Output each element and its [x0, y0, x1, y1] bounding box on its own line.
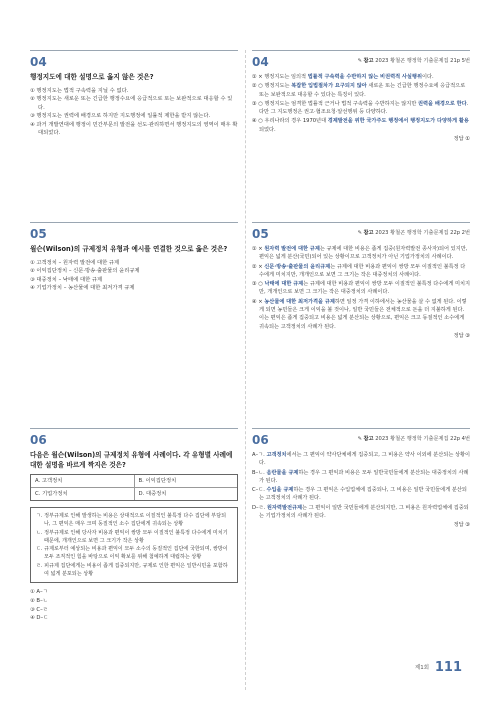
reference-note [358, 57, 470, 64]
pencil-icon: ✎ [357, 58, 362, 64]
choice-item[interactable]: ③ 행정지도는 권력에 배경으로 하지만 지도행정에 일률적 제한을 받지 않는다. [30, 113, 211, 120]
case-item: ㄷ. 규제로부터 예상되는 비용과 편익이 모두 소수의 동질적인 집단에 국한되며, 쌍방이 모두 조직적인 힘을 바탕으로 이익 확보를 위해 첨예하게 대립하는 상황 [36, 546, 228, 561]
table-row [31, 488, 237, 500]
explanation-item: D–ㄹ. 원자력발전규제는 그 편익이 일반 국민들에게 분산되지만, 그 비용은 원자력업체에 집중되는 기업가정치의 사례가 된다. [252, 504, 469, 520]
explanation-item: ① × 원자력 발전에 대한 규제는 규제에 대한 비용은 좁게 집중(원자력발전 종사자)되어 있지만, 편익은 넓게 분산(국민)되어 있는 상황이므로 고객정치가 아닌 기업가정치의 사례이다. [252, 246, 468, 261]
choice-item[interactable]: ③ 대중정치 – 낙태에 대한 규제 [30, 276, 103, 283]
divider [252, 428, 470, 429]
answer-06 [252, 433, 470, 528]
column-separator [245, 50, 246, 690]
reference-tag: 참고 [363, 436, 374, 442]
divider [30, 428, 238, 429]
choice-item[interactable]: ④ 과거 개발연대에 행정이 민간부문의 발전을 선도·관리하면서 행정지도의 영역이 매우 확대되었다. [30, 121, 238, 137]
question-06 [30, 433, 238, 623]
explanation-item: ③ ○ 낙태에 대한 규제는 규제에 대한 비용과 편익이 쌍방 모두 이질적인 불특정 다수에게 미치지만, 개개인으로 보면 그 크기는 작은 대중정치의 사례이다. [252, 281, 471, 296]
answer-number: 06 [252, 433, 269, 447]
divider [252, 50, 470, 51]
table-cell: C. 기업가정치 [31, 488, 135, 500]
choice-list [30, 259, 238, 293]
divider [30, 222, 238, 223]
case-item: ㄴ. 정부규제로 인해 당사자 비용과 편익이 쌍방 모두 이질적인 불특정 다수에게 미치기 때문에, 개개인으로 보면 그 크기가 작은 상황 [36, 529, 228, 544]
explanation-item: B–ㄴ. 음란물을 규제하는 경우 그 편익과 비용은 모두 일반국민들에게 분산되는 대중정치의 사례가 된다. [252, 469, 469, 484]
choice-item[interactable]: ① 행정지도는 법적 구속력을 지닐 수 없다. [30, 87, 129, 94]
table-cell: A. 고객정치 [31, 475, 135, 487]
question-text: 윌슨(Wilson)의 규제정치 유형과 예시를 연결한 것으로 옳은 것은? [30, 245, 228, 253]
reference-text: 2023 황철곤 행정학 기출문제집 21p 5번 [375, 58, 470, 64]
explanation-item: ④ × 농산물에 대한 최저가격을 규제하면 일정 가격 이하에서는 농산물을 살 수 없게 된다. 이렇게 되면 농민들은 크게 이익을 볼 것이나, 일반 국민들은 전체적으로 돈을 더 지불하게 된다. 이는 편익은 좁게 집중되고 비용은 넓게 분산되는 상황으로, 편익은 크고 동질적인 소수에게 귀속되는 고객정치의 사례가 된다. [252, 298, 467, 330]
case-item: ㄹ. 피규제 집단에게는 비용이 좁게 집중되지만, 규제로 인한 편익은 일반시민을 포함하여 넓게 분포되는 상황 [36, 562, 228, 578]
choice-list [30, 87, 238, 139]
type-table [30, 474, 238, 501]
explanation-item: ④ ○ 우리나라의 경우 1970년대 경제발전을 위한 국가주도 행정에서 행정지도가 다양하게 활용되었다. [252, 118, 469, 133]
explanation-item: A–ㄱ. 고객정치에서는 그 편익이 약사단체에게 집중되고, 그 비용은 약사 이외에 분산되는 상황이다. [252, 452, 471, 467]
question-number: 05 [30, 227, 47, 241]
choice-item[interactable]: ② B–ㄴ [30, 597, 48, 604]
table-cell: B. 이익집단정치 [138, 478, 177, 484]
choice-item[interactable]: ② 이익집단정치 – 신문·방송·출판물의 윤리규제 [30, 268, 140, 275]
question-04 [30, 55, 238, 138]
divider [252, 222, 470, 223]
answer-key: 정답 ① [453, 136, 470, 143]
answer-04 [252, 55, 470, 142]
table-row [31, 475, 237, 488]
answer-number: 05 [252, 227, 269, 241]
explanation-list [252, 451, 470, 520]
explanation-list [252, 73, 470, 134]
answer-key: 정답 ③ [453, 522, 470, 529]
pencil-icon: ✎ [357, 436, 362, 442]
reference-note [358, 229, 470, 236]
divider [30, 50, 238, 51]
choice-item[interactable]: ② 행정지도는 새로운 또는 긴급한 행정수요에 응급적으로 또는 보완적으로 대응할 수 있다. [30, 96, 233, 111]
explanation-item: ① × 행정지도는 임의적 법률적 구속력을 수반하지 않는 비권력적 사실행위이다. [252, 74, 434, 80]
case-item: ㄱ. 정부규제로 인해 발생하는 비용은 상대적으로 이질적인 불특정 다수 집단에 부담되나, 그 편익은 매우 크며 동질적인 소수 집단에게 귀속되는 상황 [36, 513, 227, 528]
question-text: 행정지도에 대한 설명으로 옳지 않은 것은? [30, 73, 154, 81]
pencil-icon: ✎ [357, 230, 362, 236]
explanation-item: ② × 신문·방송·출판물의 윤리규제는 규제에 대한 비용과 편익이 쌍방 모두 이질적인 불특정 다수에게 미치지만, 개개인으로 보면 그 크기는 작은 대중정치의 사례이다. [252, 263, 466, 278]
explanation-item: C–ㄷ. 수입을 규제하는 경우 그 편익은 수입업체에 집중되나, 그 비용은 일반 국민들에게 분산되는 고객정치의 사례가 된다. [252, 487, 467, 502]
choice-item[interactable]: ④ D–ㄷ [30, 615, 49, 622]
answer-number: 04 [252, 55, 269, 69]
answer-key: 정답 ③ [453, 332, 470, 339]
question-number: 04 [30, 55, 47, 69]
explanation-item: ② ○ 행정지도는 복잡한 입법절차가 요구되지 않아 새로운 또는 긴급한 행정수요에 응급적으로 또는 보완적으로 대응할 수 있다는 특징이 있다. [252, 83, 466, 98]
reference-tag: 참고 [363, 58, 374, 64]
table-cell: D. 대중정치 [138, 491, 167, 497]
reference-text: 2023 황철곤 행정학 기출문제집 22p 4번 [375, 436, 470, 442]
choice-item[interactable]: ③ C–ㄹ [30, 606, 48, 613]
answer-05 [252, 227, 470, 339]
explanation-list [252, 245, 470, 331]
reference-text: 2023 황철곤 행정학 기출문제집 22p 2번 [375, 230, 470, 236]
choice-item[interactable]: ① 고객정치 – 원자력 발전에 대한 규제 [30, 259, 120, 266]
question-number: 06 [30, 433, 47, 447]
choice-item[interactable]: ① A–ㄱ [30, 589, 48, 596]
case-box [30, 507, 238, 583]
explanation-item: ③ ○ 행정지도는 엄격한 법률적 근거나 법적 구속력을 수반하지는 않지만 권력을 배경으로 한다. 다만 그 지도행정은 권고·협조요청·알선행위 등 다양하다. [252, 100, 469, 116]
choice-item[interactable]: ④ 기업가정치 – 농산물에 대한 최저가격 규제 [30, 285, 135, 292]
page-number: 111 [434, 660, 462, 675]
question-05 [30, 227, 238, 293]
reference-tag: 참고 [363, 230, 374, 236]
page-footer [415, 660, 462, 675]
choice-list [30, 588, 238, 622]
reference-note [358, 435, 470, 442]
question-text: 다음은 윌슨(Wilson)의 규제정치 유형에 사례이다. 각 유형별 사례에 대한 설명을 바르게 짝지은 것은? [30, 451, 233, 469]
round-label: 제1회 [414, 665, 430, 671]
